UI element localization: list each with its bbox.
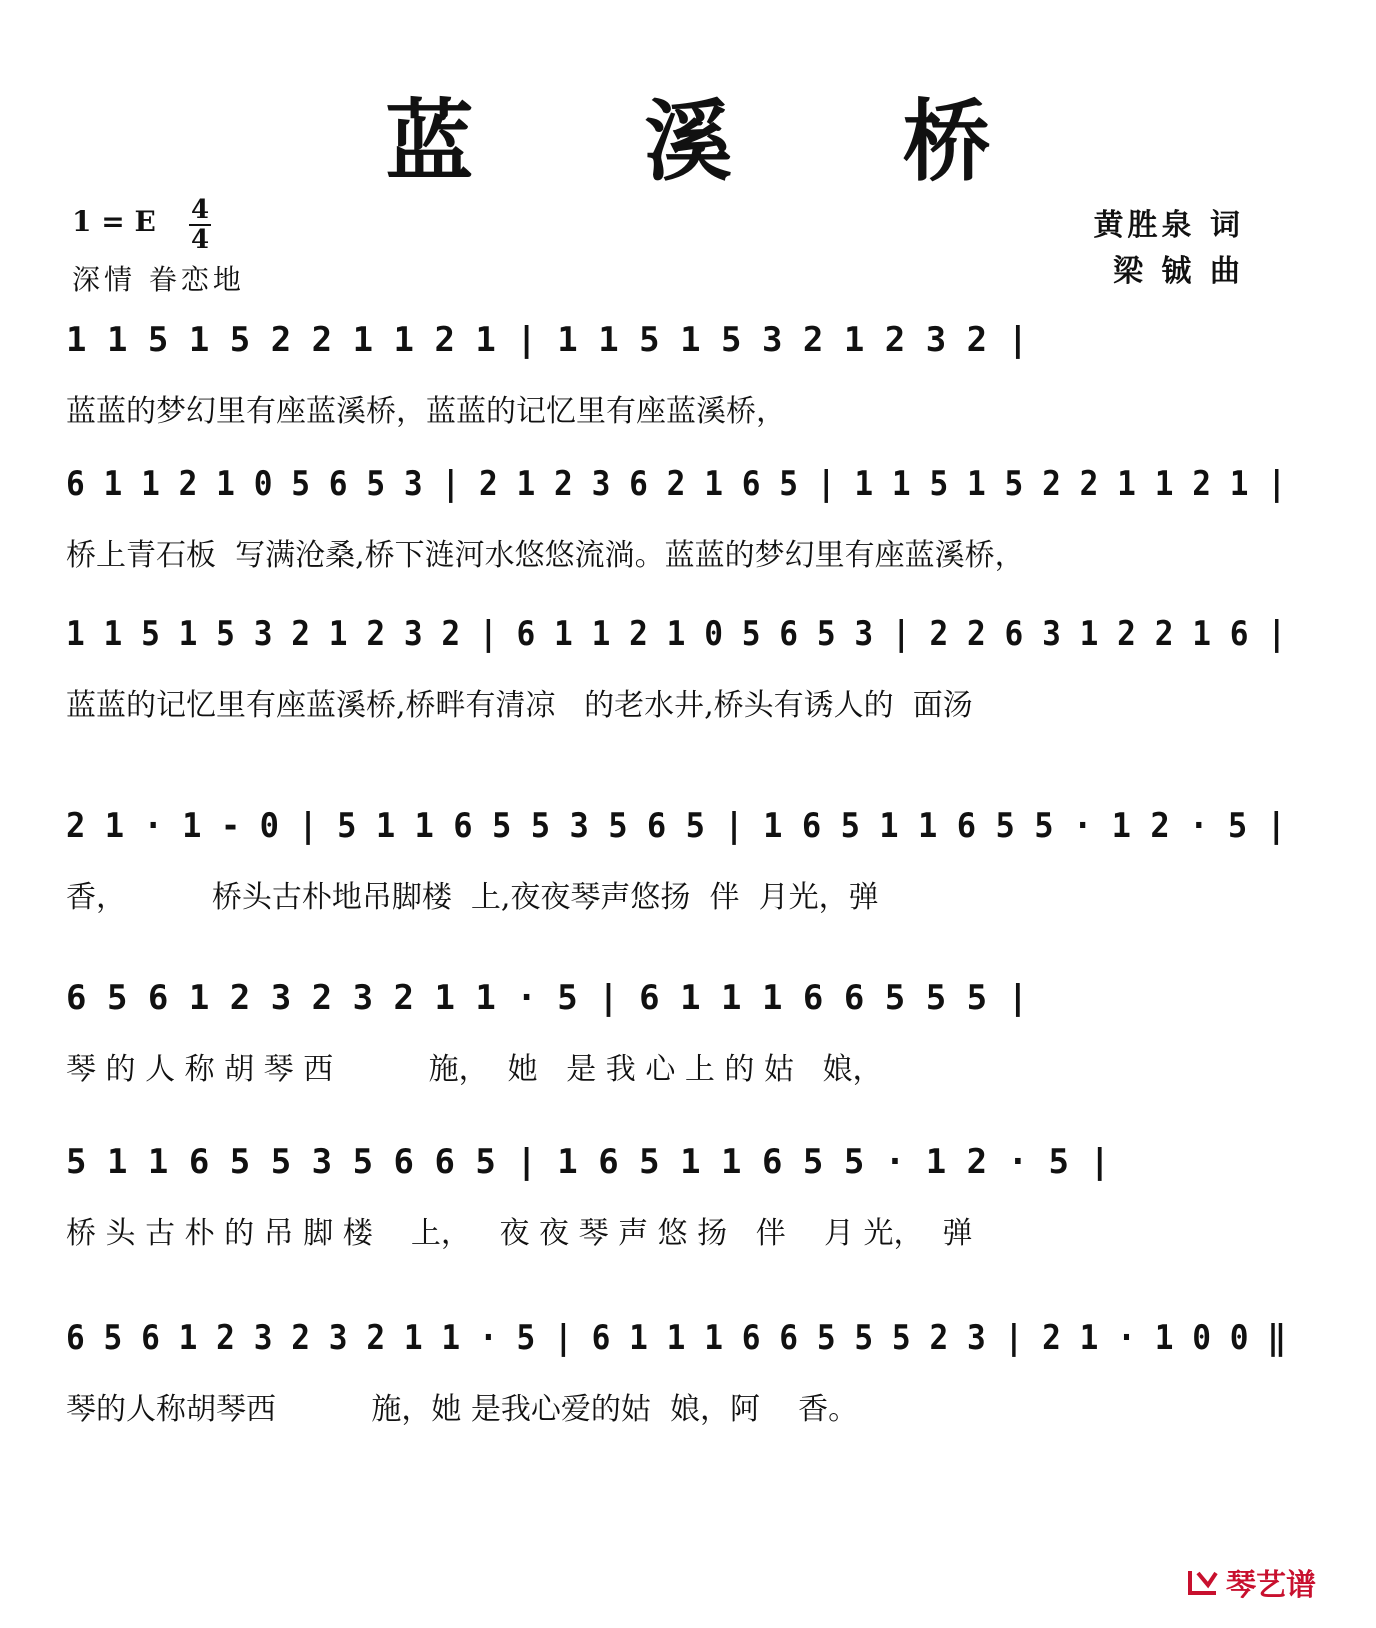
time-signature-bottom: 4 bbox=[190, 225, 210, 255]
time-signature-top: 4 bbox=[190, 195, 210, 225]
piano-logo-icon bbox=[1186, 1567, 1220, 1597]
lyricist-credit: 黄胜泉 词 bbox=[1093, 208, 1244, 243]
lyric-row: 桥上青石板 写满沧桑,桥下涟河水悠悠流淌。蓝蓝的梦幻里有座蓝溪桥， bbox=[66, 538, 1025, 573]
watermark-text: 琴艺谱 bbox=[1226, 1568, 1316, 1603]
lyric-row: 桥 头 古 朴 的 吊 脚 楼 上， 夜 夜 琴 声 悠 扬 伴 月 光， 弹 bbox=[66, 1216, 973, 1251]
composer-credit: 梁 铖 曲 bbox=[1113, 254, 1244, 289]
notation-row: 6 5 6 1 2 3 2 3 2 1 1 · 5 | 6 1 1 1 6 6 5 5 5 2 3 | 2 1 · 1 0 0 ‖ bbox=[66, 1318, 1287, 1358]
notation-row: 5 1 1 6 5 5 3 5 6 6 5 | 1 6 5 1 1 6 5 5 · 1 2 · 5 | bbox=[66, 1142, 1110, 1182]
notation-row: 6 5 6 1 2 3 2 3 2 1 1 · 5 | 6 1 1 1 6 6 5 5 5 | bbox=[66, 978, 1029, 1018]
lyric-row: 蓝蓝的记忆里有座蓝溪桥,桥畔有清凉 的老水井,桥头有诱人的 面汤 bbox=[66, 688, 973, 723]
lyric-row: 香， 桥头古朴地吊脚楼 上,夜夜琴声悠扬 伴 月光，弹 bbox=[66, 880, 879, 915]
tempo-marking: 深情 眷恋地 bbox=[72, 263, 245, 296]
lyric-row: 蓝蓝的梦幻里有座蓝溪桥，蓝蓝的记忆里有座蓝溪桥， bbox=[66, 394, 786, 429]
notation-row: 2 1 · 1 - 0 | 5 1 1 6 5 5 3 5 6 5 | 1 6 5 1 1 6 5 5 · 1 2 · 5 | bbox=[66, 806, 1286, 846]
notation-row: 1 1 5 1 5 3 2 1 2 3 2 | 6 1 1 2 1 0 5 6 5 3 | 2 2 6 3 1 2 2 1 6 | bbox=[66, 614, 1287, 654]
song-title: 蓝 溪 桥 bbox=[385, 89, 1061, 193]
notation-row: 1 1 5 1 5 2 2 1 1 2 1 | 1 1 5 1 5 3 2 1 2 3 2 | bbox=[66, 320, 1029, 360]
notation-row: 6 1 1 2 1 0 5 6 5 3 | 2 1 2 3 6 2 1 6 5 | 1 1 5 1 5 2 2 1 1 2 1 | bbox=[66, 464, 1287, 504]
lyric-row: 琴的人称胡琴西 施，她 是我心爱的姑 娘，阿 香。 bbox=[66, 1392, 859, 1427]
watermark-logo bbox=[1186, 1560, 1316, 1604]
key-signature: 1 = E bbox=[72, 205, 156, 238]
lyric-row: 琴 的 人 称 胡 琴 西 施， 她 是 我 心 上 的 姑 娘， bbox=[66, 1052, 883, 1087]
time-signature bbox=[185, 196, 215, 254]
